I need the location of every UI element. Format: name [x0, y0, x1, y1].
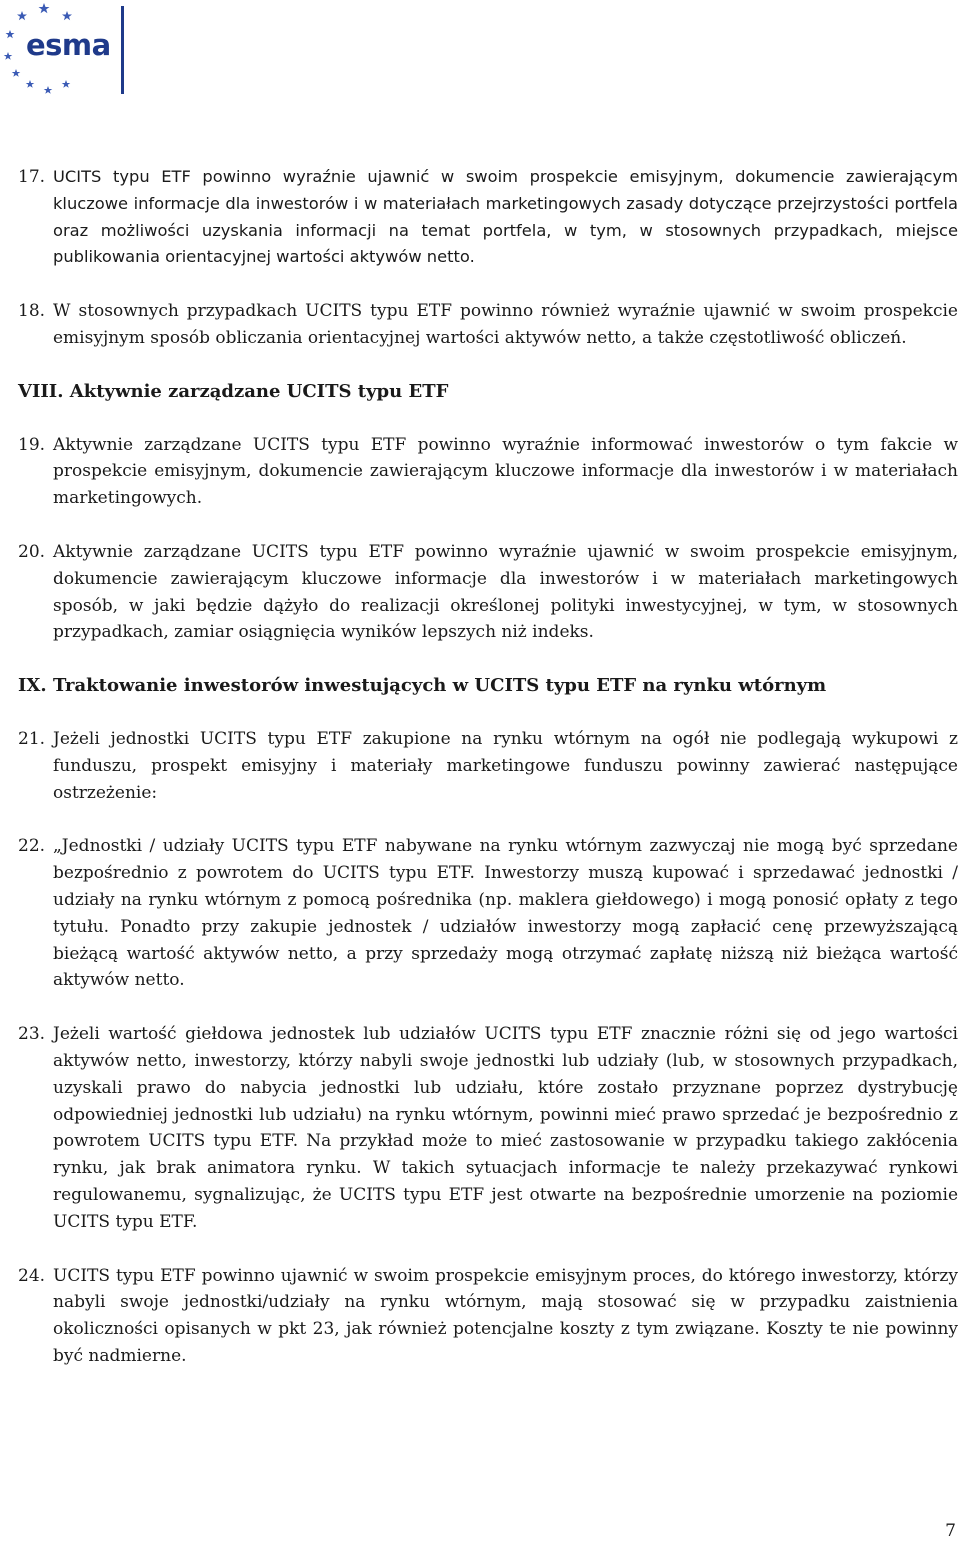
- paragraph-number: 19.: [18, 434, 46, 455]
- paragraph-text: Aktywnie zarządzane UCITS typu ETF powinno wyraźnie ujawnić w swoim prospekcie emisyjnym, dokumencie zawierającym kluczowe informacje dla inwestorów i w materiałach marketingowych sposób, w jaki będzie dążyło do realizacji określonej polityki inwestycyjnej, w tym, w stosownych przypadkach, zamiar osiągnięcia wyników lepszych niż indeks.: [53, 541, 958, 643]
- page-number: 7: [945, 1521, 956, 1541]
- paragraph-number: 23.: [18, 1024, 46, 1045]
- paragraph-number: 21.: [18, 728, 46, 749]
- paragraph-21: [18, 726, 958, 806]
- section-title: Aktywnie zarządzane UCITS typu ETF: [69, 380, 449, 402]
- logo-divider: [121, 6, 124, 94]
- paragraph-number: 18.: [18, 301, 46, 322]
- section-heading-viii: [18, 379, 958, 406]
- document-body: [18, 164, 958, 1397]
- paragraph-text: „Jednostki / udziały UCITS typu ETF nabywane na rynku wtórnym zazwyczaj nie mogą być sprzedane bezpośrednio z powrotem do UCITS typu ETF. Inwestorzy muszą kupować i sprzedawać jednostki / udziały na rynku wtórnym z pomocą pośrednika (np. maklera giełdowego) i mogą ponosić opłaty z tego tytułu. Ponadto przy zakupie jednostek / udziałów inwestorzy mogą zapłacić cenę przewyższającą bieżącą wartość aktywów netto, a przy sprzedaży mogą otrzymać zapłatę niższą niż bieżąca wartość aktywów netto.: [53, 836, 958, 991]
- esma-logo-text: esma: [26, 28, 111, 62]
- paragraph-22: [18, 833, 958, 994]
- paragraph-17: [18, 164, 958, 271]
- paragraph-text: UCITS typu ETF powinno wyraźnie ujawnić w swoim prospekcie emisyjnym, dokumencie zawierającym kluczowe informacje dla inwestorów i w materiałach marketingowych zasady dotyczące przejrzystości portfela oraz możliwości uzyskania informacji na temat portfela, w tym, w stosownych przypadkach, miejsce publikowania orientacyjnej wartości aktywów netto.: [53, 167, 958, 267]
- paragraph-20: [18, 539, 958, 646]
- esma-logo: [0, 0, 130, 100]
- paragraph-number: 20.: [18, 541, 46, 562]
- paragraph-text: Jeżeli jednostki UCITS typu ETF zakupione na rynku wtórnym na ogół nie podlegają wykupowi z funduszu, prospekt emisyjny i materiały marketingowe funduszu powinny zawierać następujące ostrzeżenie:: [53, 728, 958, 803]
- paragraph-number: 24.: [18, 1265, 46, 1286]
- paragraph-text: Jeżeli wartość giełdowa jednostek lub udziałów UCITS typu ETF znacznie różni się od jego wartości aktywów netto, inwestorzy, którzy nabyli swoje jednostki lub udziały (lub, w stosownych przypadkach, uzyskali prawo do nabycia jednostki lub udziału, które zostało przyznane poprzez dystrybucję odpowiedniej jednostki lub udziału) na rynku wtórnym, powinni mieć prawo sprzedać je bezpośrednio z powrotem UCITS typu ETF. Na przykład może to mieć zastosowanie w przypadku takiego zakłócenia rynku, jak brak animatora rynku. W takich sytuacjach informacje te należy przekazywać rynkowi regulowanemu, sygnalizując, że UCITS typu ETF jest otwarte na bezpośrednie umorzenie na poziomie UCITS typu ETF.: [53, 1024, 958, 1232]
- paragraph-23: [18, 1021, 958, 1235]
- paragraph-19: [18, 432, 958, 512]
- paragraph-text: UCITS typu ETF powinno ujawnić w swoim prospekcie emisyjnym proces, do którego inwestorzy, którzy nabyli swoje jednostki/udziały na rynku wtórnym, mają stosować się w przypadku zaistnienia okoliczności opisanych w pkt 23, jak również potencjalne koszty z tym związane. Koszty te nie powinny być nadmierne.: [53, 1265, 958, 1366]
- paragraph-number: 17.: [18, 167, 46, 187]
- section-number: VIII.: [18, 380, 64, 402]
- paragraph-18: [18, 298, 958, 352]
- section-number: IX.: [18, 675, 47, 697]
- paragraph-text: W stosownych przypadkach UCITS typu ETF powinno również wyraźnie ujawnić w swoim prospekcie emisyjnym sposób obliczania orientacyjnej wartości aktywów netto, a także częstotliwość obliczeń.: [53, 301, 958, 348]
- section-heading-ix: [18, 673, 958, 700]
- paragraph-24: [18, 1263, 958, 1370]
- paragraph-number: 22.: [18, 836, 46, 857]
- paragraph-text: Aktywnie zarządzane UCITS typu ETF powinno wyraźnie informować inwestorów o tym fakcie w prospekcie emisyjnym, dokumencie zawierającym kluczowe informacje dla inwestorów i w materiałach marketingowych.: [53, 434, 958, 509]
- section-title: Traktowanie inwestorów inwestujących w UCITS typu ETF na rynku wtórnym: [52, 675, 827, 697]
